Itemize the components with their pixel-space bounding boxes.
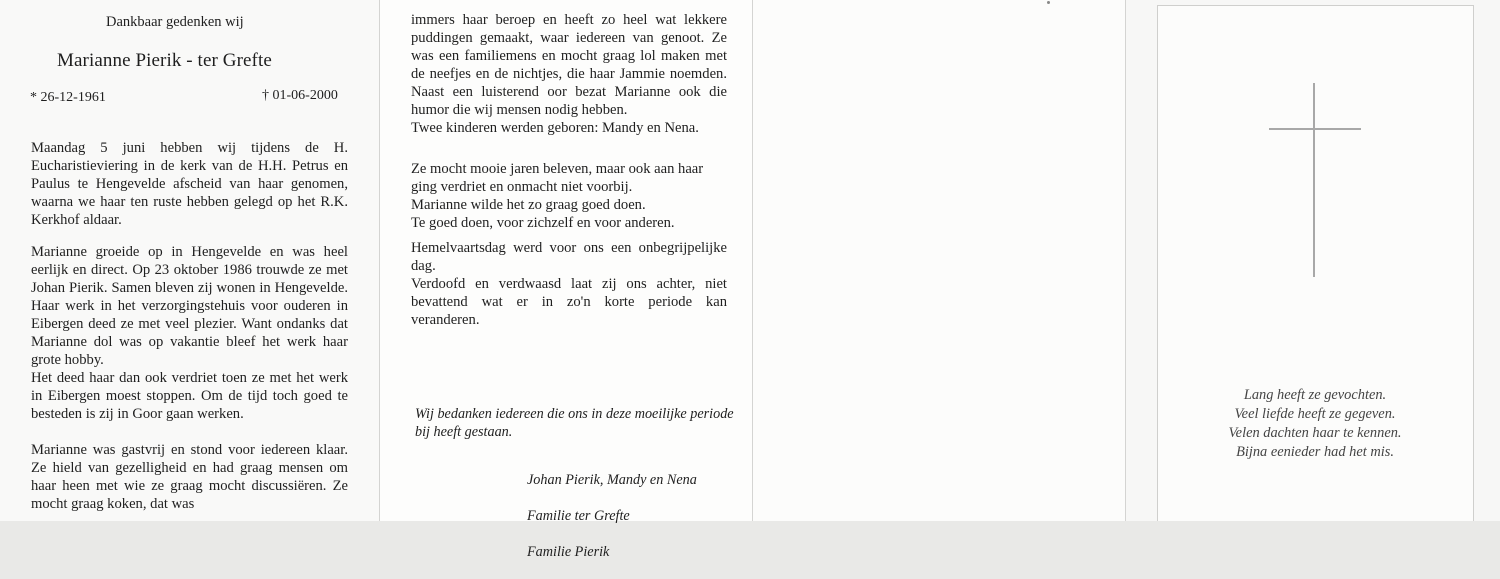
- cover-poem: Lang heeft ze gevochten. Veel liefde heeft ze gegeven. Velen dachten haar te kennen. Bijna eenieder had het mis.: [1228, 387, 1402, 460]
- heading-dankbaar: Dankbaar gedenken wij: [106, 14, 244, 30]
- signatures-block: [527, 453, 737, 579]
- thanks-text: Wij bedanken iedereen die ons in deze moeilijke periode bij heeft gestaan.: [415, 406, 734, 440]
- paragraph-ascension: Hemelvaartsdag werd voor ons een onbegrijpelijke dag. Verdoofd en verdwaasd laat zij ons achter, niet bevattend wat er in zo'n korte periode kan veranderen.: [411, 240, 727, 328]
- signature-line: Familie ter Grefte: [527, 508, 630, 524]
- birth-date: * 26-12-1961: [30, 90, 106, 105]
- paragraph-character: Marianne was gastvrij en stond voor iedereen klaar. Ze hield van gezelligheid en had graag mensen om haar heen met wie ze graag mocht discussiëren. Ze mocht graag koken, dat was: [31, 442, 348, 512]
- panel-blank: [753, 0, 1125, 521]
- signature-line: Johan Pierik, Mandy en Nena: [527, 472, 697, 488]
- cross-icon-bar: [1269, 128, 1361, 130]
- death-date: † 01-06-2000: [262, 88, 338, 103]
- paragraph-life: Marianne groeide op in Hengevelde en was heel eerlijk en direct. Op 23 oktober 1986 trouwde ze met Johan Pierik. Samen bleven zij wonen in Hengevelde. Haar werk in het verzorgingstehuis voor ouderen in Eibergen deed ze met veel plezier. Want ondanks dat Marianne dol was op vakantie bleef het werk haar grote hobby. Het deed haar dan ook verdriet toen ze met het werk in Eibergen moest stoppen. Om de tijd toch goed te besteden is zij in Goor gaan werken.: [31, 244, 348, 422]
- panel-memorial-left: [0, 0, 379, 521]
- signature-line: Familie Pierik: [527, 544, 610, 560]
- paragraph-funeral: Maandag 5 juni hebben wij tijdens de H. Eucharistieviering in de kerk van de H.H. Petrus en Paulus te Hengevelde afscheid van haar genomen, waarna we haar ten ruste hebben gelegd op het R.K. Kerkhof aldaar.: [31, 140, 348, 228]
- print-mark: [1047, 1, 1050, 4]
- paragraph-years: Ze mocht mooie jaren beleven, maar ook aan haar ging verdriet en onmacht niet voorbij. Marianne wilde het zo graag goed doen. Te goed doen, voor zichzelf en voor anderen.: [411, 161, 704, 231]
- cross-icon: [1313, 83, 1315, 277]
- paragraph-family: immers haar beroep en heeft zo heel wat lekkere puddingen gemaakt, waar iedereen van genoot. Ze was een familiemens en mocht graag lol maken met de neefjes en de nichtjes, die haar Jammie noemden. Naast een luisterend oor bezat Marianne ook die humor die wij mensen nodig hebben. Twee kinderen werden geboren: Mandy en Nena.: [411, 12, 727, 136]
- deceased-name: Marianne Pierik - ter Grefte: [57, 50, 272, 71]
